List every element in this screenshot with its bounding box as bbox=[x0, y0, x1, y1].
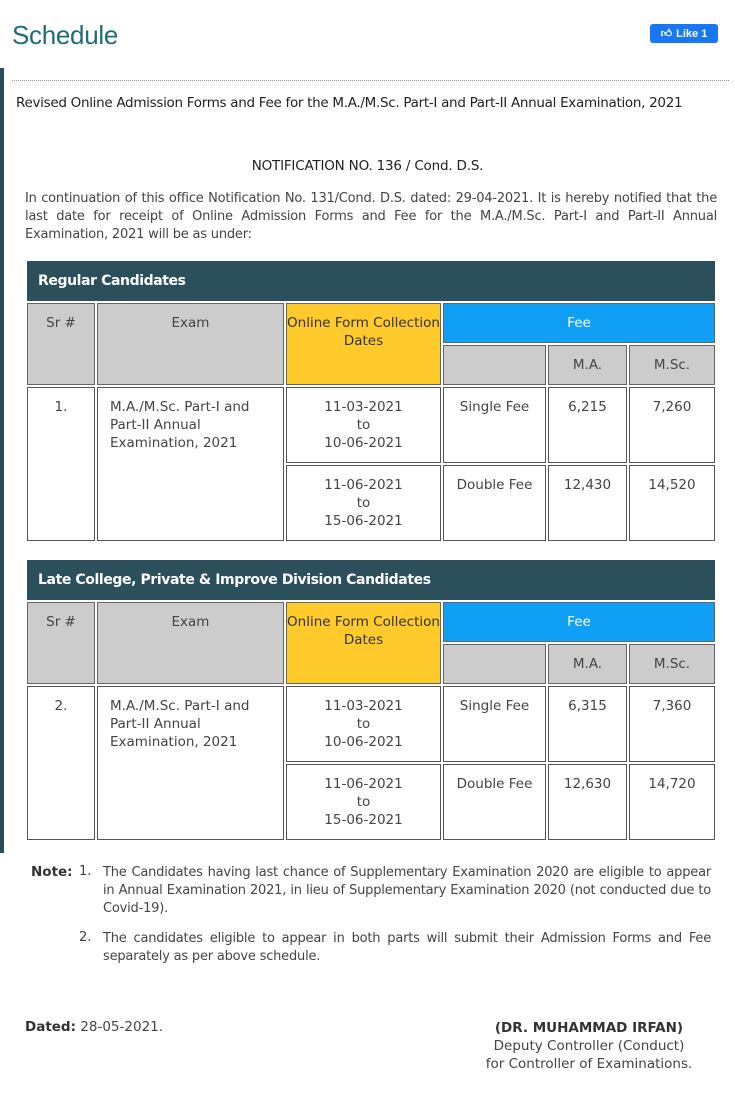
col-header-msc: M.Sc. bbox=[629, 644, 715, 684]
note-label: Note: bbox=[31, 864, 73, 880]
notice-subtitle: Revised Online Admission Forms and Fee for the M.A./M.Sc. Part-I and Part-II Annual Examination, 2021 bbox=[16, 95, 683, 111]
date-to: 15-06-2021 bbox=[324, 513, 403, 529]
dates-cell bbox=[286, 686, 441, 762]
note-number: 2. bbox=[79, 930, 92, 945]
dates-cell bbox=[286, 465, 441, 541]
fee-ma-cell: 6,315 bbox=[548, 686, 627, 762]
fee-msc-cell: 7,260 bbox=[629, 387, 715, 463]
date-to: 10-06-2021 bbox=[324, 435, 403, 451]
date-to: 10-06-2021 bbox=[324, 734, 403, 750]
fee-ma-cell: 6,215 bbox=[548, 387, 627, 463]
date-to-word: to bbox=[356, 495, 371, 511]
fee-msc-cell: 7,360 bbox=[629, 686, 715, 762]
page-title: Schedule bbox=[12, 20, 119, 50]
notification-number: NOTIFICATION NO. 136 / Cond. D.S. bbox=[251, 158, 484, 174]
like-label: Like 1 bbox=[676, 27, 708, 40]
sr-cell: 1. bbox=[27, 387, 95, 541]
col-header-sr: Sr # bbox=[27, 303, 95, 385]
exam-cell: M.A./M.Sc. Part-I and Part-II Annual Examination, 2021 bbox=[97, 387, 284, 541]
exam-cell: M.A./M.Sc. Part-I and Part-II Annual Examination, 2021 bbox=[97, 686, 284, 840]
date-from: 11-03-2021 bbox=[324, 698, 403, 714]
col-header-fee-type bbox=[443, 644, 546, 684]
col-header-exam: Exam bbox=[97, 303, 284, 385]
col-header-dates: Online Form Collection Dates bbox=[286, 602, 441, 684]
dated-value: 28-05-2021. bbox=[80, 1019, 164, 1035]
fee-type-cell: Double Fee bbox=[443, 465, 546, 541]
signatory-name: (DR. MUHAMMAD IRFAN) bbox=[494, 1020, 684, 1036]
section-header-regular: Regular Candidates bbox=[27, 261, 715, 301]
col-header-sr: Sr # bbox=[27, 602, 95, 684]
col-header-exam: Exam bbox=[97, 602, 284, 684]
dates-cell bbox=[286, 387, 441, 463]
signatory-org: for Controller of Examinations. bbox=[485, 1056, 693, 1072]
col-header-fee-type bbox=[443, 345, 546, 385]
col-header-dates: Online Form Collection Dates bbox=[286, 303, 441, 385]
thumbs-up-icon: 👍︎ bbox=[660, 28, 673, 40]
note-number: 1. bbox=[79, 864, 92, 879]
date-from: 11-03-2021 bbox=[324, 399, 403, 415]
col-header-msc: M.Sc. bbox=[629, 345, 715, 385]
facebook-like-button[interactable] bbox=[650, 24, 718, 43]
left-accent-bar bbox=[0, 68, 4, 853]
divider bbox=[12, 80, 729, 81]
col-header-ma: M.A. bbox=[548, 644, 627, 684]
date-from: 11-06-2021 bbox=[324, 477, 403, 493]
fee-ma-cell: 12,630 bbox=[548, 764, 627, 840]
dates-cell bbox=[286, 764, 441, 840]
fee-ma-cell: 12,430 bbox=[548, 465, 627, 541]
col-header-fee: Fee bbox=[443, 602, 715, 642]
col-header-ma: M.A. bbox=[548, 345, 627, 385]
signatory-title: Deputy Controller (Conduct) bbox=[493, 1038, 685, 1054]
col-header-fee: Fee bbox=[443, 303, 715, 343]
fee-type-cell: Double Fee bbox=[443, 764, 546, 840]
date-to-word: to bbox=[356, 417, 371, 433]
fee-msc-cell: 14,720 bbox=[629, 764, 715, 840]
sr-cell: 2. bbox=[27, 686, 95, 840]
date-from: 11-06-2021 bbox=[324, 776, 403, 792]
fee-type-cell: Single Fee bbox=[443, 686, 546, 762]
date-to-word: to bbox=[356, 794, 371, 810]
note-text: The Candidates having last chance of Supplementary Examination 2020 are eligible to appear in Annual Examination 2021, in lieu of Supplementary Examination 2020 (not conducted due to Covid-19). bbox=[103, 865, 711, 916]
note-text: The candidates eligible to appear in both parts will submit their Admission Forms and Fee separately as per above schedule. bbox=[103, 931, 711, 964]
fee-msc-cell: 14,520 bbox=[629, 465, 715, 541]
section-header-late: Late College, Private & Improve Division Candidates bbox=[27, 560, 715, 600]
date-to-word: to bbox=[356, 716, 371, 732]
dated-line bbox=[25, 1019, 163, 1035]
dated-label: Dated: bbox=[25, 1019, 76, 1035]
intro-paragraph: In continuation of this office Notification No. 131/Cond. D.S. dated: 29-04-2021. It is hereby notified that the last date for receipt of Online Admission Forms and Fee for the M.A./M.Sc. Part-I and Part-II Annual Examination, 2021 will be as under: bbox=[25, 191, 717, 242]
date-to: 15-06-2021 bbox=[324, 812, 403, 828]
fee-type-cell: Single Fee bbox=[443, 387, 546, 463]
